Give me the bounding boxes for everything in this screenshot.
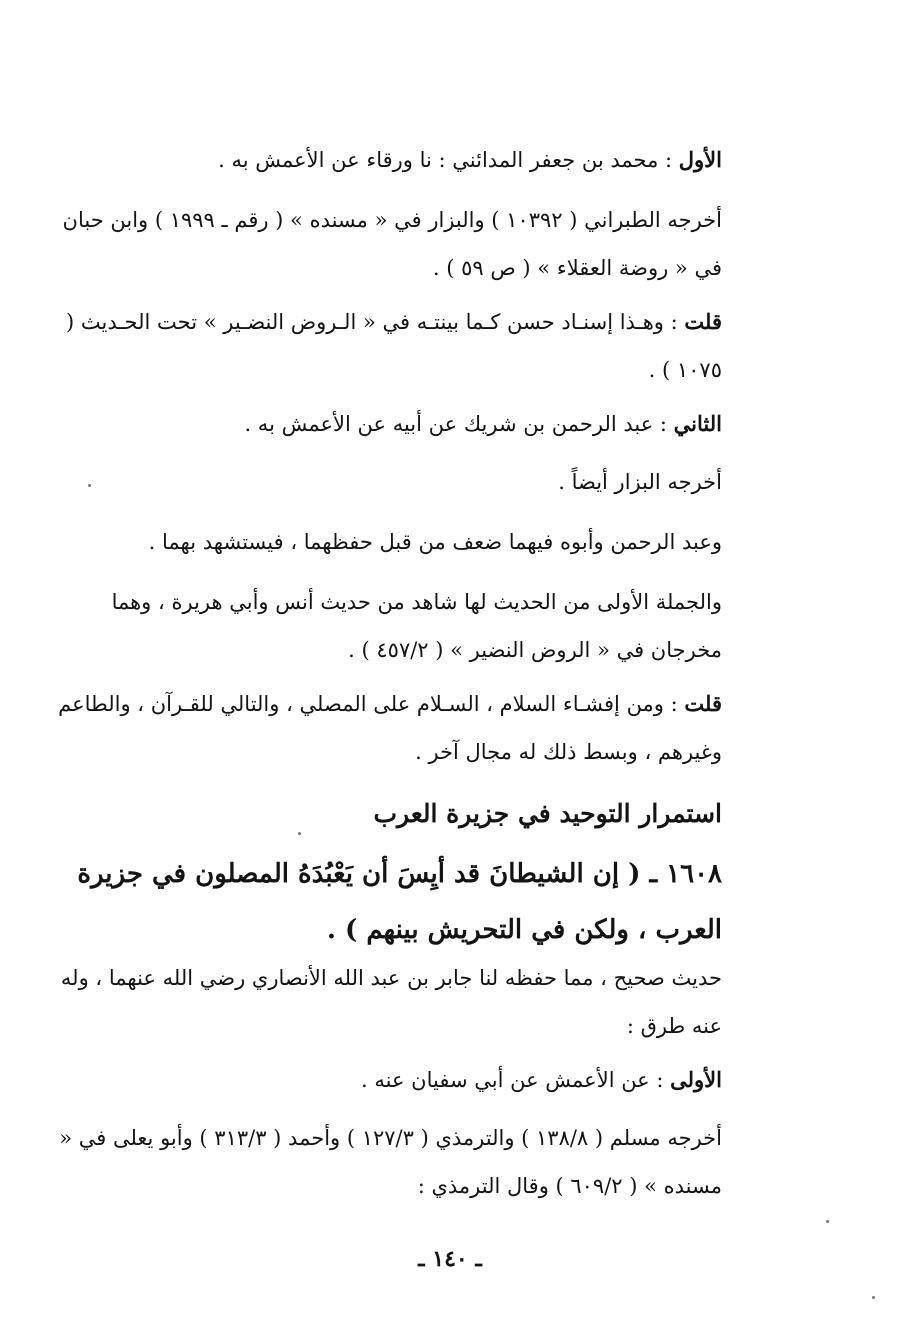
paragraph-witness-note: والجملة الأولى من الحديث لها شاهد من حديث أنس وأبي هريرة ، وهما مخرجان في « الروض النضير » ( ٤٥٧/٢ ) . — [111, 590, 722, 662]
scan-speck — [298, 832, 301, 835]
paragraph-spreading-salam — [40, 680, 722, 776]
paragraph-text: : عبد الرحمن بن شريك عن أبيه عن الأعمش به . — [244, 412, 674, 436]
paragraph-label: قلت — [684, 691, 722, 716]
paragraph-text: : ومن إفشـاء السلام ، السـلام على المصلي ، والتالي للقـرآن ، والطاعم وغيرهم ، وبسط ذلك له مجال آخر . — [58, 692, 722, 764]
paragraph-label: الأولى — [670, 1067, 722, 1092]
scan-speck — [88, 484, 91, 487]
scan-speck — [872, 1296, 875, 1299]
hadith-title: ١٦٠٨ ـ ( إن الشيطانَ قد أيِسَ أن يَعْبُدَهُ المصلون في جزيرة العرب ، ولكن في التحريش بينهم ) . — [77, 859, 722, 945]
paragraph-text: : وهـذا إسنـاد حسن كـما بينتـه في « الـروض النضـير » تحت الحـديث ( ١٠٧٥ ) . — [66, 310, 722, 382]
paragraph-hadith-grade: حديث صحيح ، مما حفظه لنا جابر بن عبد الله الأنصاري رضي الله عنهما ، وله عنه طرق : — [60, 966, 722, 1038]
paragraph-isnad-hasan — [40, 298, 722, 394]
paragraph-text: : عن الأعمش عن أبي سفيان عنه . — [361, 1068, 671, 1092]
scan-speck — [826, 1220, 829, 1223]
paragraph-takhrij-muslim: أخرجه مسلم ( ١٣٨/٨ ) والترمذي ( ١٢٧/٣ ) وأحمد ( ٣١٣/٣ ) وأبو يعلى في « مسنده » ( ٦٠٩/٢ ) وقال الترمذي : — [59, 1126, 722, 1198]
paragraph-second-chain — [42, 400, 722, 448]
paragraph-label: قلت — [684, 309, 722, 334]
paragraph-text: : محمد بن جعفر المدائني : نا ورقاء عن الأعمش به . — [218, 148, 679, 172]
paragraph-weakness-note: وعبد الرحمن وأبوه فيهما ضعف من قبل حفظهما ، فيستشهد بهما . — [148, 530, 722, 554]
paragraph-first-chain — [42, 136, 722, 184]
paragraph-takhrij-bazzar: أخرجه البزار أيضاً . — [558, 470, 722, 494]
paragraph-takhrij-tabarani: أخرجه الطبراني ( ١٠٣٩٢ ) والبزار في « مسنده » ( رقم ـ ١٩٩٩ ) وابن حبان في « روضة العقلاء » ( ص ٥٩ ) . — [62, 208, 722, 280]
paragraph-first-route — [42, 1056, 722, 1104]
paragraph-label: الأول — [678, 147, 722, 172]
page-number: ـ ١٤٠ ـ — [418, 1246, 482, 1272]
section-heading: استمرار التوحيد في جزيرة العرب — [373, 799, 722, 828]
paragraph-label: الثاني — [673, 411, 722, 436]
